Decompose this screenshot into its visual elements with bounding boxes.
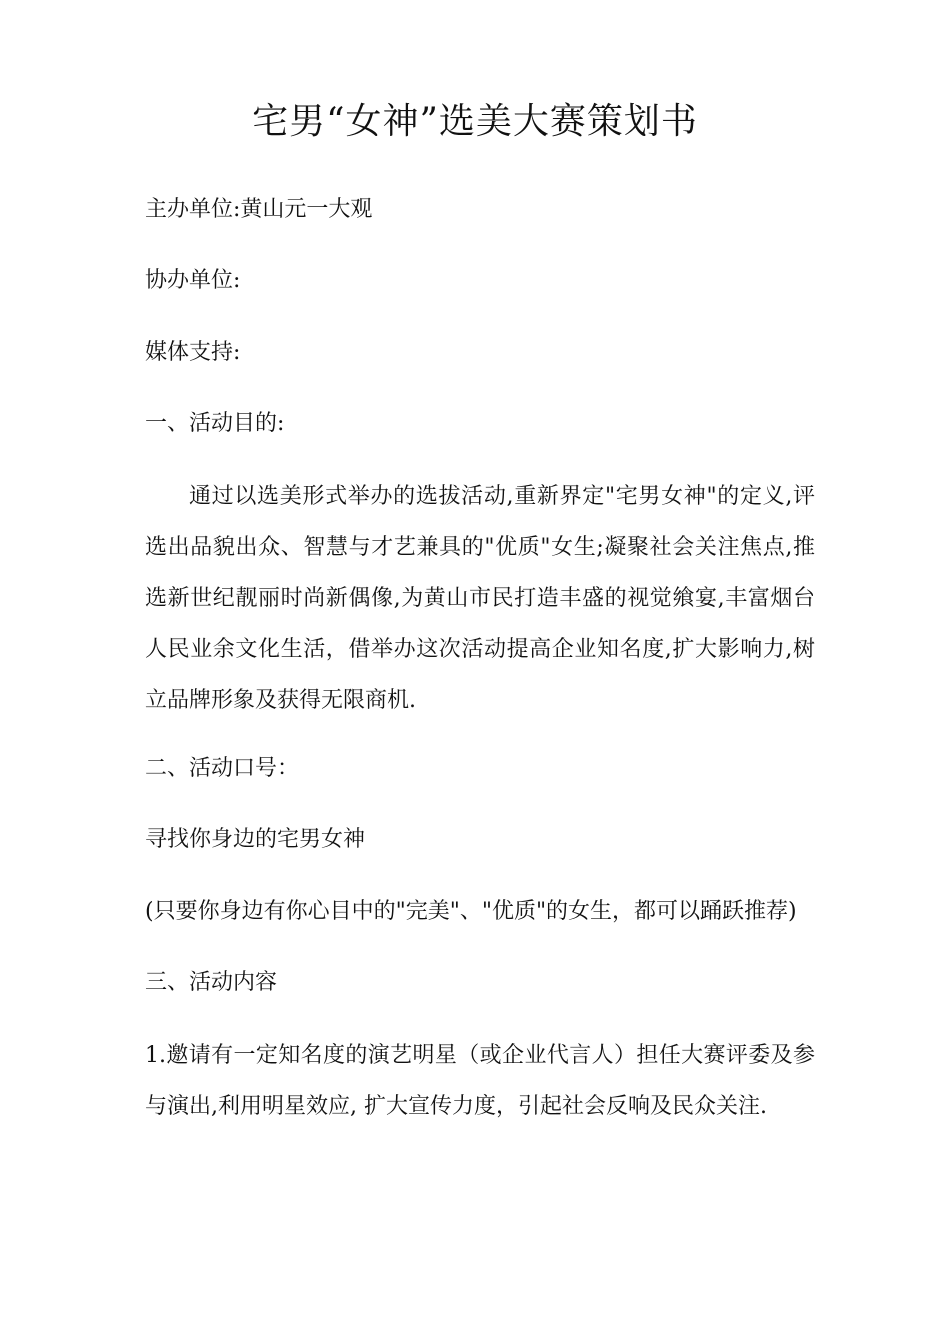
content-item-1: 1.邀请有一定知名度的演艺明星（或企业代言人）担任大赛评委及参与演出,利用明星效应, 扩大宣传力度，引起社会反响及民众关注. xyxy=(145,1043,815,1119)
section-heading-slogan: 二、活动口号： xyxy=(145,756,300,781)
slogan-note: (只要你身边有你心目中的"完美"、"优质"的女生，都可以踊跃推荐) xyxy=(145,899,797,924)
slogan-text: 寻找你身边的宅男女神 xyxy=(145,827,366,852)
purpose-paragraph: 通过以选美形式举办的选拔活动,重新界定"宅男女神"的定义,评选出品貌出众、智慧与才艺兼具的"优质"女生;凝聚社会关注焦点,推选新世纪靓丽时尚新偶像,为黄山市民打造丰盛的视觉飨宴,丰富烟台人民业余文化生活，借举办这次活动提高企业知名度,扩大影响力,树立品牌形象及获得无限商机. xyxy=(145,484,815,713)
section-heading-content: 三、活动内容 xyxy=(145,970,278,995)
section-heading-purpose: 一、活动目的: xyxy=(145,411,285,436)
media-support-line: 媒体支持: xyxy=(145,340,241,365)
co-organizer-line: 协办单位: xyxy=(145,268,241,293)
document-title: 宅男“女神”选美大赛策划书 xyxy=(252,101,698,142)
organizer-line: 主办单位:黄山元一大观 xyxy=(145,197,373,222)
